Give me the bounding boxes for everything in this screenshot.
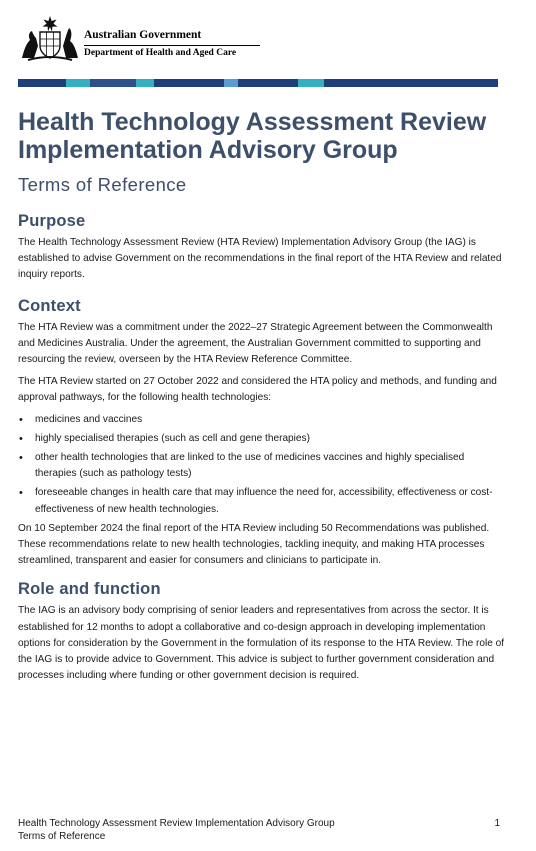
document-title	[18, 108, 518, 164]
government-name: Australian Government	[84, 29, 202, 41]
purpose-heading: Purpose	[18, 212, 86, 230]
context-paragraph-1: The HTA Review was a commitment under the 2022–27 Strategic Agreement between the Commonwealth and Medicines Australia. Under the agreement, the Australian Government committed to supporting and resourcing the review, overseen by the HTA Review Reference Committee.	[18, 321, 493, 366]
department-name: Department of Health and Aged Care	[84, 48, 237, 58]
footer-title: Health Technology Assessment Review Implementation Advisory Group	[18, 818, 335, 829]
page-footer	[18, 817, 500, 843]
page-number: 1	[494, 818, 500, 829]
context-paragraph-3: On 10 September 2024 the final report of the HTA Review including 50 Recommendations was published. These recommendations relate to new health technologies, tackling inequity, and making HTA processes streamlined, transparent and easier for consumers and clinicians to participate in.	[18, 522, 490, 567]
document-body	[18, 210, 506, 684]
coat-of-arms-icon	[18, 14, 82, 62]
header-rule	[84, 45, 260, 46]
government-header	[18, 14, 268, 64]
context-heading: Context	[18, 296, 81, 315]
document-subtitle: Terms of Reference	[18, 174, 187, 195]
role-paragraph: The IAG is an advisory body comprising of senior leaders and representatives from across the sector. It is established for 12 months to adopt a collaborative and co-design approach in developing implementation options for consideration by the Government in the formulation of its response to the HTA Review. The role of the IAG is to provide advice to Government. This advice is subject to further government consideration and processes including where funding or other government decision is required.	[18, 605, 505, 682]
list-item: • foreseeable changes in health care that may influence the need for, accessibility, effectiveness or cost-effectiveness of new health technologies.	[18, 485, 506, 517]
context-paragraph-2: The HTA Review started on 27 October 2022 and considered the HTA policy and methods, and funding and approval pathways, for the following health technologies:	[18, 376, 497, 404]
role-heading: Role and function	[18, 580, 161, 599]
title-line-1: Health Technology Assessment Review	[18, 108, 487, 136]
technology-list	[18, 412, 506, 518]
purpose-paragraph: The Health Technology Assessment Review (HTA Review) Implementation Advisory Group (the IAG) is established to advise Government on the recommendations in the final report of the HTA Review and related inquiry reports.	[18, 237, 502, 281]
title-line-2: Implementation Advisory Group	[18, 136, 398, 164]
list-item: • other health technologies that are linked to the use of medicines vaccines and highly specialised therapies (such as pathology tests)	[18, 450, 506, 482]
list-item: • highly specialised therapies (such as cell and gene therapies)	[18, 431, 506, 447]
footer-subtitle: Terms of Reference	[18, 831, 106, 842]
list-item: • medicines and vaccines	[18, 412, 506, 428]
decorative-stripe	[18, 79, 498, 87]
